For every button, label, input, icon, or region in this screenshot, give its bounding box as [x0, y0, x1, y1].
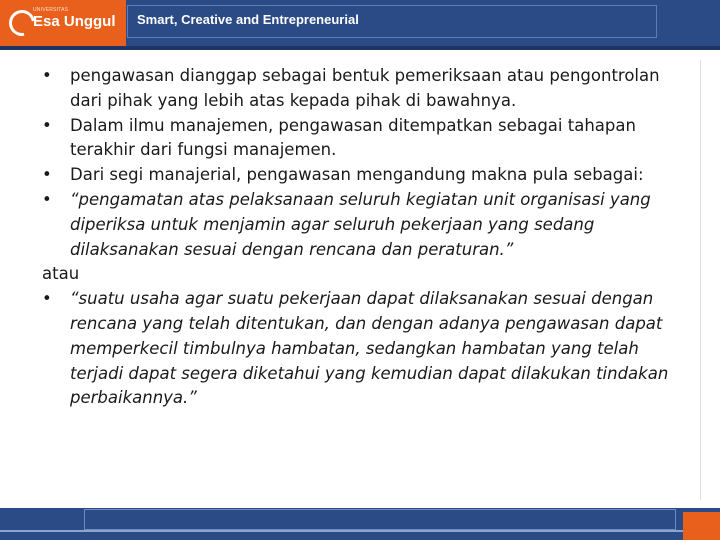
slide-frame-line	[700, 60, 720, 500]
footer-line	[0, 530, 720, 532]
bullet: •	[42, 165, 52, 185]
tagline: Smart, Creative and Entrepreneurial	[137, 12, 359, 27]
logo-name: Esa Unggul	[33, 13, 116, 30]
bullet: •	[42, 189, 52, 209]
logo-small-text: UNIVERSITAS	[33, 7, 69, 13]
connector-text: atau	[42, 264, 80, 284]
footer-outline	[84, 509, 676, 530]
slide-content	[42, 64, 682, 411]
list-item-text: “pengamatan atas pelaksanaan seluruh kegiatan unit organisasi yang diperiksa untuk menjamin agar seluruh pekerjaan yang sedang dilaksanakan sesuai dengan rencana dan peraturan.”	[70, 189, 651, 259]
list-item-text: Dalam ilmu manajemen, pengawasan ditempatkan sebagai tahapan terakhir dari fungsi manajemen.	[70, 115, 636, 160]
list-item	[42, 114, 682, 164]
list-item-quote	[42, 188, 682, 262]
list-item-text: “suatu usaha agar suatu pekerjaan dapat dilaksanakan sesuai dengan rencana yang telah ditentukan, dan dengan adanya pengawasan dapat memperkecil timbulnya hambatan, sedangkan hambatan yang telah terjadi dapat segera diketahui yang kemudian dapat dilakukan tindakan perbaikannya.”	[70, 289, 669, 408]
list-item	[42, 64, 682, 114]
bullet: •	[42, 289, 52, 309]
bullet: •	[42, 66, 52, 85]
list-item-quote	[42, 287, 682, 411]
list-item-text: Dari segi manajerial, pengawasan mengandung makna pula sebagai:	[70, 165, 644, 185]
list-item	[42, 163, 682, 188]
list-item-text: pengawasan dianggap sebagai bentuk pemeriksaan atau pengontrolan dari pihak yang lebih atas kepada pihak di bawahnya.	[70, 66, 660, 110]
footer-accent	[683, 512, 720, 540]
bullet: •	[42, 115, 52, 135]
university-logo	[0, 0, 126, 46]
header-divider	[0, 46, 720, 50]
